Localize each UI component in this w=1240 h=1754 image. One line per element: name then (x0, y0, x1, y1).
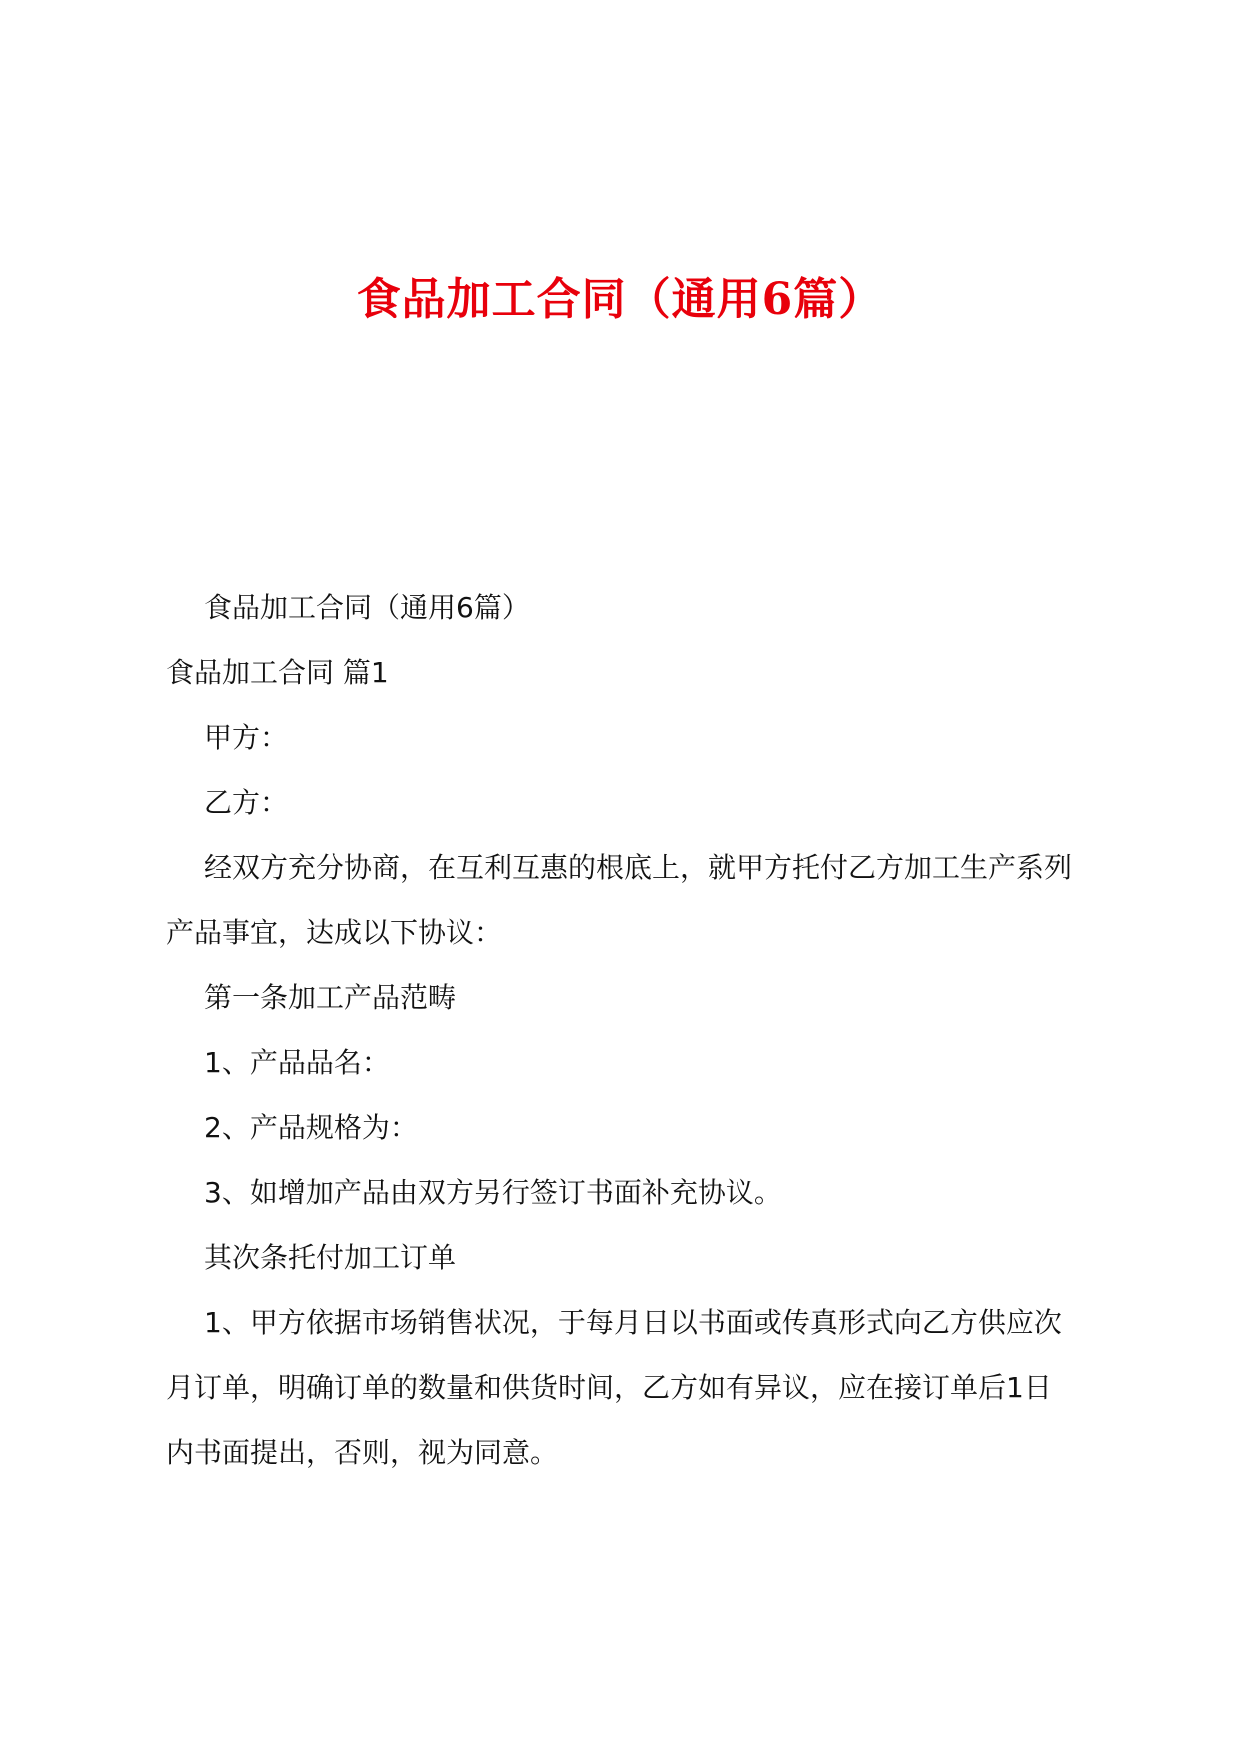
document-title: 食品加工合同（通用6篇） (356, 274, 884, 325)
paragraph-intro: 经双方充分协商，在互利互惠的根底上，就甲方托付乙方加工生产系列产品事宜，达成以下协议： (166, 851, 1073, 949)
paragraph-item-2: 2、产品规格为： (204, 1111, 418, 1144)
paragraph-order-clause: 1、甲方依据市场销售状况，于每月日以书面或传真形式向乙方供应次月订单，明确订单的数量和供货时间，乙方如有异议，应在接订单后1日内书面提出，否则，视为同意。 (166, 1306, 1062, 1469)
paragraph-item-3: 3、如增加产品由双方另行签订书面补充协议。 (204, 1176, 782, 1209)
paragraph-article-2: 其次条托付加工订单 (204, 1241, 457, 1274)
paragraph-article-1: 第一条加工产品范畴 (204, 981, 457, 1014)
paragraph-section-heading: 食品加工合同 篇1 (166, 656, 389, 689)
document-body (166, 575, 1078, 1485)
paragraph-party-b: 乙方： (204, 786, 289, 819)
paragraph-subtitle: 食品加工合同（通用6篇） (204, 591, 530, 624)
paragraph-party-a: 甲方： (204, 721, 289, 754)
paragraph-item-1: 1、产品品名： (204, 1046, 390, 1079)
